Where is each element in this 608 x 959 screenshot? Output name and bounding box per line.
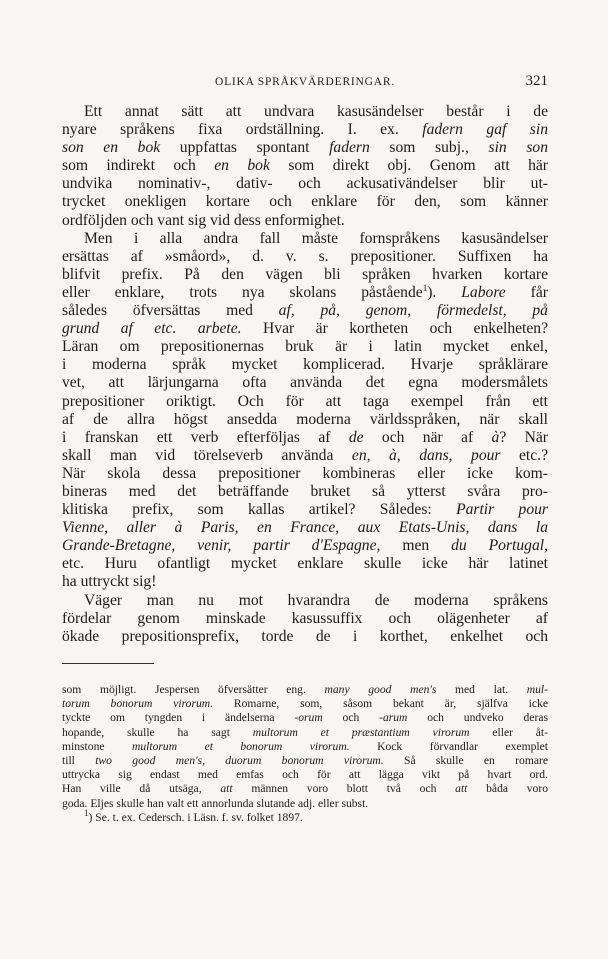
text-line xyxy=(62,248,548,266)
text-run: uppfattas spontant xyxy=(160,139,330,157)
italic-text: Vienne, aller à Paris, en France, aux Etats-Unis, dans la xyxy=(62,519,548,537)
italic-text: -orum xyxy=(294,711,323,725)
text-line xyxy=(62,483,548,501)
italic-text: att xyxy=(220,782,233,796)
footnote-line xyxy=(62,697,548,711)
italic-text: de xyxy=(348,428,364,446)
text-run: skall man vid törelseverb använda xyxy=(62,446,352,464)
text-run: fördelar genom minskade kasussuffix och olägenheter af xyxy=(62,609,548,627)
text-run: som direkt obj. Genom att här xyxy=(269,157,548,175)
italic-text: att xyxy=(455,782,468,796)
text-run: och när af xyxy=(363,428,492,446)
text-run: och undveko deras xyxy=(407,711,548,725)
italic-text: af, på, genom, förmedelst, på xyxy=(278,302,548,320)
footnote-line xyxy=(62,807,548,825)
text-line xyxy=(62,537,548,555)
text-line xyxy=(62,139,548,157)
text-run: prepositioner oriktigt. Och för att taga exempel från ett xyxy=(62,392,548,410)
text-run: till xyxy=(62,754,96,768)
text-line xyxy=(62,519,548,537)
text-run: uttrycka sig endast med emfas och för att lägga vikt på hvart ord. xyxy=(62,768,548,782)
italic-text: en bok xyxy=(214,157,270,175)
text-run: som subj., xyxy=(369,139,489,157)
text-run: hopande, skulle ha sagt xyxy=(62,725,253,739)
text-line xyxy=(62,284,548,302)
text-run: Hvar är kortheten och enkelheten? xyxy=(241,320,549,338)
text-run: blifvit prefix. På den vägen bli språken hvarken kortare xyxy=(62,265,548,283)
text-run: som möjligt. Jespersen öfversätter eng. xyxy=(62,683,325,696)
footnote-divider xyxy=(62,663,154,664)
footnote-marker: 1 xyxy=(84,807,89,818)
text-run: minstone xyxy=(62,739,132,753)
text-run: nyare språkens fixa ordställning. I. ex. xyxy=(62,121,423,139)
italic-text: fadern gaf sin xyxy=(422,121,548,139)
italic-text: Grande-Bretagne, venir, partir d'Espagne, xyxy=(62,537,381,555)
text-line xyxy=(62,302,548,320)
text-run: männen voro blott två och xyxy=(232,782,456,796)
text-run: som indirekt och xyxy=(62,157,215,175)
text-line xyxy=(62,465,548,483)
italic-text: grund af etc. arbete. xyxy=(62,320,242,338)
text-run: eller åt- xyxy=(469,725,548,739)
text-line xyxy=(62,103,548,121)
text-line xyxy=(62,374,548,392)
text-run: etc.? xyxy=(500,446,548,464)
italic-text: multorum et præstantium virorum xyxy=(252,725,470,739)
text-run: ordföljden och vant sig vid dess enformighet. xyxy=(62,211,345,229)
text-run: ? När xyxy=(499,428,548,446)
text-line xyxy=(62,320,548,338)
text-run: ökade prepositionsprefix, torde de i korthet, enkelhet och xyxy=(62,627,548,645)
italic-text: multorum et bonorum virorum. xyxy=(132,739,350,753)
text-run: Ett annat sätt att undvara kasusändelser består i de xyxy=(84,103,548,120)
text-line xyxy=(62,121,548,139)
italic-text: en, à, dans, pour xyxy=(351,446,501,464)
text-line xyxy=(62,393,548,411)
italic-text: many good men's xyxy=(324,683,437,696)
italic-text: Labore xyxy=(461,283,506,301)
italic-text: à xyxy=(491,428,500,446)
text-run: båda voro xyxy=(467,782,549,796)
text-run: Romarne, som, såsom bekant är, själfva icke xyxy=(213,697,548,711)
text-line xyxy=(62,573,548,591)
italic-text: -arum xyxy=(379,711,408,725)
italic-text: du Portugal, xyxy=(451,537,548,555)
text-line xyxy=(62,555,548,573)
footnote-line xyxy=(62,754,548,768)
text-run: undvika nominativ-, dativ- och ackusativändelser blir ut- xyxy=(62,175,548,193)
text-line xyxy=(62,266,548,284)
italic-text: fadern xyxy=(329,139,370,157)
footnote-marker: 1 xyxy=(422,282,428,293)
text-line xyxy=(62,356,548,374)
text-run: När skola dessa prepositioner kombineras eller icke kom- xyxy=(62,464,548,482)
footnote-line xyxy=(62,782,548,796)
italic-text: sin son xyxy=(488,139,548,157)
text-run: af de allra högst ansedda moderna världsspråken, när skall xyxy=(62,410,548,428)
text-line xyxy=(62,212,548,230)
text-run: klitiska prefix, som kallas artikel? Således: xyxy=(62,501,457,519)
running-title: OLIKA SPRÅKVÄRDERINGAR. xyxy=(214,76,396,88)
text-run: Så skulle en romare xyxy=(383,754,548,768)
text-run: tyckte om tyngden i ändelserna xyxy=(62,711,295,725)
text-run: etc. Huru ofantligt mycket enklare skulle icke här latinet xyxy=(62,555,548,573)
text-line xyxy=(62,429,548,447)
footnotes xyxy=(62,683,548,825)
text-line xyxy=(62,447,548,465)
text-line xyxy=(62,501,548,519)
italic-text: torum bonorum virorum. xyxy=(62,697,214,711)
text-run: men xyxy=(380,537,452,555)
text-line xyxy=(62,175,548,193)
italic-text: Partir pour xyxy=(456,501,548,519)
text-run: i moderna språk mycket komplicerad. Hvarje språklärare xyxy=(62,356,548,374)
footnote-line xyxy=(62,740,548,754)
text-run: vet, att lärjungarna ofta använda det egna modersmålets xyxy=(62,374,548,392)
text-line xyxy=(62,193,548,211)
footnote-line xyxy=(62,797,548,811)
text-line xyxy=(62,157,548,175)
text-run: bineras med det beträffande bruket så ytterst svåra pro- xyxy=(62,482,548,500)
text-run: Läran om prepositionernas bruk är i latin mycket enkel, xyxy=(62,338,548,356)
text-run: Kock förvandlar exemplet xyxy=(349,739,548,753)
text-run: ha uttryckt sig! xyxy=(62,573,157,591)
text-run: ) Se. t. ex. Cedersch. i Läsn. f. sv. folket 1897. xyxy=(88,810,303,824)
text-line xyxy=(62,628,548,646)
text-run: Väger man nu mot hvarandra de moderna språkens xyxy=(84,591,548,609)
page-header xyxy=(62,73,548,93)
italic-text: son en bok xyxy=(62,139,161,157)
text-line xyxy=(62,411,548,429)
text-line xyxy=(62,592,548,610)
text-run: trycket onekligen kortare och enklare för den, som känner xyxy=(62,193,548,211)
italic-text: two good men's, duorum bonorum virorum. xyxy=(95,754,384,768)
footnote-line xyxy=(62,726,548,740)
text-line xyxy=(62,610,548,628)
text-line xyxy=(62,230,548,248)
text-line xyxy=(62,338,548,356)
text-run: ). xyxy=(427,283,462,301)
text-run: Men i alla andra fall måste fornspråkens kasusändelser xyxy=(84,229,548,247)
text-run: Han ville då utsäga, xyxy=(62,782,221,796)
text-run: således öfversättas med xyxy=(62,302,279,320)
text-run: goda. Eljes skulle han valt ett annorlunda slutande adj. eller subst. xyxy=(62,796,369,810)
text-run: eller enklare, trots nya skolans påstående xyxy=(62,283,423,301)
text-run: får xyxy=(505,283,548,301)
page-number: 321 xyxy=(525,73,548,89)
italic-text: mul- xyxy=(526,683,548,696)
text-run: med lat. xyxy=(436,683,527,696)
footnote-line xyxy=(62,768,548,782)
footnote-line xyxy=(62,683,548,697)
text-run: och xyxy=(322,711,380,725)
text-run: ersättas af »småord», d. v. s. prepositioner. Suffixen ha xyxy=(62,247,548,265)
text-run: i franskan ett verb efterföljas af xyxy=(62,428,349,446)
body-text xyxy=(62,103,548,646)
footnote-line xyxy=(62,711,548,725)
